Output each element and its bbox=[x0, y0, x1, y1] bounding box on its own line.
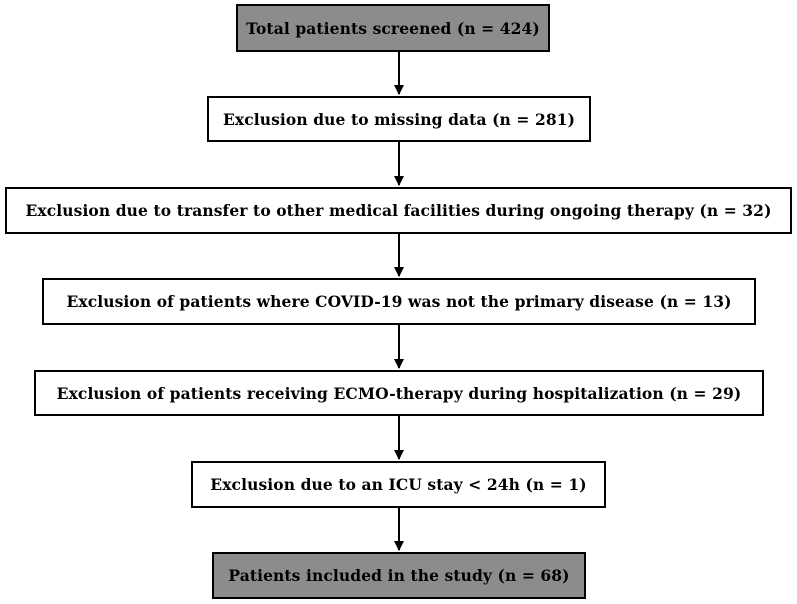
step-label-missing-data: Exclusion due to missing data (n = 281) bbox=[222, 109, 576, 129]
step-box-missing-data bbox=[207, 96, 591, 142]
step-box-icu-stay bbox=[191, 461, 606, 508]
step-label-covid-not-primary: Exclusion of patients where COVID-19 was not the primary disease (n = 13) bbox=[66, 292, 732, 311]
step-label-ecmo: Exclusion of patients receiving ECMO-therapy during hospitalization (n = 29) bbox=[56, 383, 742, 403]
step-box-covid-not-primary bbox=[42, 278, 756, 325]
step-label-screened: Total patients screened (n = 424) bbox=[246, 18, 540, 38]
step-box-ecmo bbox=[34, 370, 764, 416]
step-label-transfer: Exclusion due to transfer to other medical facilities during ongoing therapy (n = 32) bbox=[25, 201, 772, 220]
step-label-icu-stay: Exclusion due to an ICU stay < 24h (n = 1) bbox=[210, 475, 587, 494]
step-box-screened bbox=[236, 4, 550, 52]
step-box-transfer bbox=[5, 187, 792, 234]
step-box-included bbox=[212, 552, 586, 599]
step-label-included: Patients included in the study (n = 68) bbox=[228, 566, 570, 585]
